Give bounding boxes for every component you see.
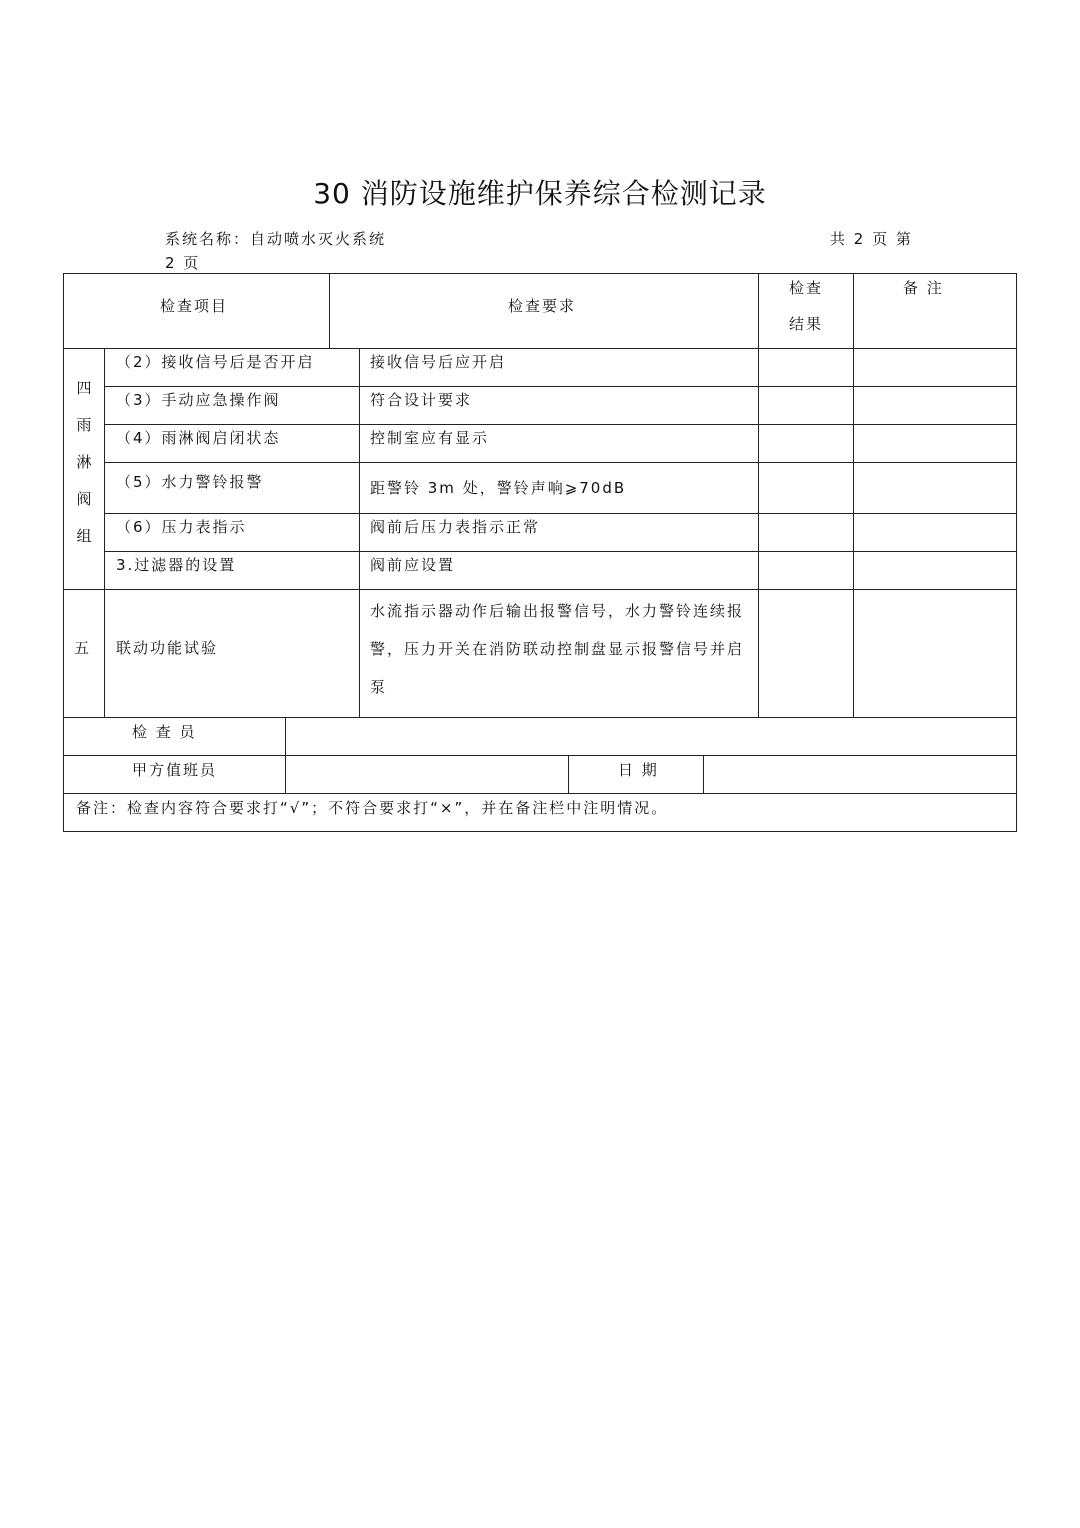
row-divider: [104, 462, 1017, 463]
col-divider: [758, 273, 759, 717]
row-item: （4）雨淋阀启闭状态: [116, 429, 281, 447]
system-name: 系统名称：自动喷水灭火系统: [165, 230, 387, 248]
row-item: （5）水力警铃报警: [116, 473, 264, 491]
row-divider: [104, 513, 1017, 514]
row-divider: [63, 589, 1017, 590]
row-divider: [104, 551, 1017, 552]
row-requirement: 距警铃 3m 处，警铃声响⩾70dB: [370, 479, 627, 497]
row-divider: [63, 348, 1017, 349]
row-divider: [63, 793, 1017, 794]
row-divider: [104, 386, 1017, 387]
page-number: 2 页: [165, 254, 201, 272]
col-divider: [853, 273, 854, 717]
row-item: （6）压力表指示: [116, 518, 247, 536]
header-result-2: 结果: [789, 315, 824, 333]
remark-note: 备注：检查内容符合要求打“√”；不符合要求打“×”，并在备注栏中注明情况。: [76, 799, 669, 817]
row-divider: [63, 717, 1017, 718]
row-item: 3.过滤器的设置: [116, 556, 237, 574]
row-requirement: 接收信号后应开启: [370, 353, 507, 371]
row-item: 联动功能试验: [116, 639, 219, 657]
col-divider: [703, 755, 704, 793]
header-item: 检查项目: [160, 297, 229, 315]
header-requirement: 检查要求: [508, 297, 577, 315]
row-divider: [63, 755, 1017, 756]
header-remark: 备 注: [903, 279, 944, 297]
duty-label: 甲方值班员: [132, 761, 218, 779]
row-item: （3）手动应急操作阀: [116, 391, 281, 409]
section-4-label: 四雨淋阀组: [76, 379, 92, 545]
header-result-1: 检查: [789, 279, 824, 297]
col-divider: [285, 717, 286, 793]
page-count: 共 2 页 第: [830, 230, 913, 248]
row-requirement: 水流指示器动作后输出报警信号，水力警铃连续报警，压力开关在消防联动控制盘显示报警信号并启泵: [370, 602, 745, 696]
page-title: 30 消防设施维护保养综合检测记录: [313, 177, 767, 210]
col-divider: [568, 755, 569, 793]
row-divider: [104, 424, 1017, 425]
row-requirement: 阀前后压力表指示正常: [370, 518, 541, 536]
row-requirement: 符合设计要求: [370, 391, 473, 409]
inspector-label: 检 查 员: [132, 723, 197, 741]
section-5-label: 五: [74, 639, 92, 657]
row-requirement: 阀前应设置: [370, 556, 456, 574]
col-divider: [329, 273, 330, 348]
date-label: 日 期: [618, 761, 659, 779]
col-divider: [359, 348, 360, 717]
col-divider: [104, 348, 105, 717]
row-requirement: 控制室应有显示: [370, 429, 490, 447]
row-item: （2）接收信号后是否开启: [116, 353, 315, 371]
